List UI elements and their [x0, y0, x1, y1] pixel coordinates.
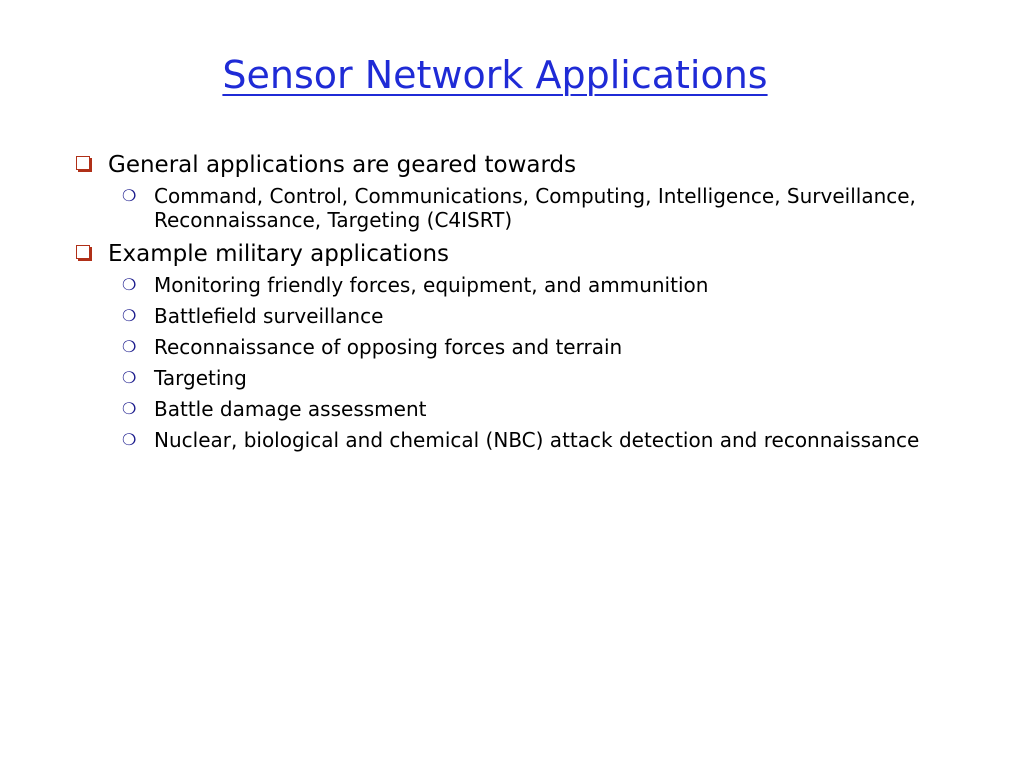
sub-bullet-c4isrt — [116, 184, 970, 232]
sub-bullet-battle-damage — [116, 397, 970, 421]
sub-bullet-battlefield-surveillance — [116, 304, 970, 328]
sub-bullet-reconnaissance — [116, 335, 970, 359]
sub-bullet-text: Reconnaissance of opposing forces and terrain — [154, 335, 623, 359]
circle-bullet-icon: ❍ — [122, 368, 137, 387]
square-bullet-icon — [76, 245, 90, 259]
sub-bullet-list — [70, 273, 970, 452]
circle-bullet-icon: ❍ — [122, 430, 137, 449]
sub-bullet-monitoring — [116, 273, 970, 297]
bullet-general-applications — [70, 150, 970, 180]
circle-bullet-icon: ❍ — [122, 337, 137, 356]
sub-bullet-text: Command, Control, Communications, Computing, Intelligence, Surveillance, Reconnaissance, Targeting (C4ISRT) — [154, 184, 916, 232]
bullet-text: General applications are geared towards — [108, 152, 577, 178]
sub-bullet-text: Nuclear, biological and chemical (NBC) attack detection and reconnaissance — [154, 428, 920, 452]
sub-bullet-text: Battle damage assessment — [154, 397, 427, 421]
sub-bullet-list — [70, 184, 970, 232]
circle-bullet-icon: ❍ — [122, 186, 137, 205]
sub-bullet-nbc-detection — [116, 428, 970, 452]
sub-bullet-targeting — [116, 366, 970, 390]
bullet-list — [70, 150, 970, 459]
circle-bullet-icon: ❍ — [122, 275, 137, 294]
square-bullet-icon — [76, 156, 90, 170]
bullet-text: Example military applications — [108, 241, 450, 267]
circle-bullet-icon: ❍ — [122, 306, 137, 325]
slide-title: Sensor Network Applications — [222, 53, 768, 97]
sub-bullet-text: Monitoring friendly forces, equipment, and ammunition — [154, 273, 709, 297]
sub-bullet-text: Targeting — [154, 366, 247, 390]
circle-bullet-icon: ❍ — [122, 399, 137, 418]
sub-bullet-text: Battlefield surveillance — [154, 304, 384, 328]
bullet-military-applications — [70, 239, 970, 269]
